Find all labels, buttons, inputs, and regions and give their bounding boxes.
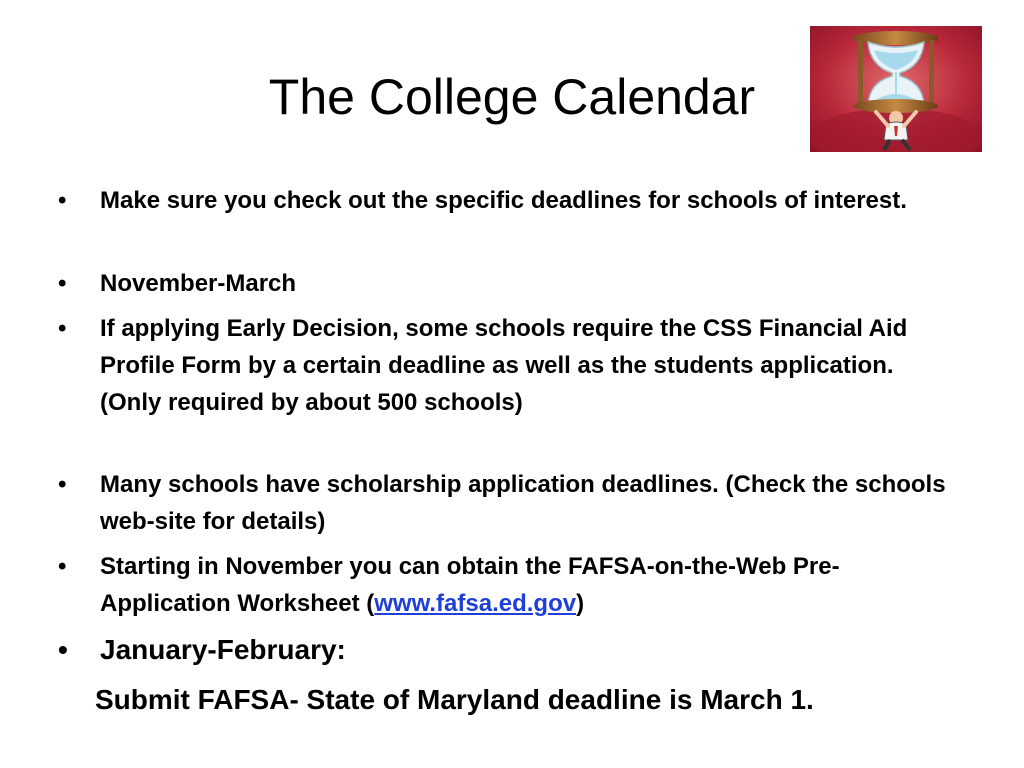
bullet-glyph: •: [58, 553, 67, 580]
bullet-glyph: •: [58, 270, 67, 297]
bullet-text-before: Starting in November you can obtain the FAFSA-on-the-Web Pre-Application Worksheet (: [100, 553, 840, 617]
fafsa-link[interactable]: www.fafsa.ed.gov: [374, 590, 577, 617]
slide-title: The College Calendar: [268, 69, 756, 125]
bullet-glyph: •: [58, 187, 67, 214]
bullet-glyph: •: [58, 471, 67, 498]
closing-line: Submit FAFSA- State of Maryland deadline is March 1.: [95, 684, 814, 715]
bullet-glyph: •: [58, 634, 68, 665]
bullet-text: Many schools have scholarship application deadlines. (Check the schools web-site for details): [100, 471, 946, 535]
bullet-glyph: •: [58, 315, 67, 342]
bullet-text: November-March: [100, 270, 297, 297]
bullet-text: [100, 548, 960, 622]
bullet-text: January-February:: [100, 634, 346, 665]
bullet-text: If applying Early Decision, some schools require the CSS Financial Aid Profile Form by a certain deadline as well as the students application. (Only required by about 500 schools): [100, 315, 908, 416]
bullet-text: Make sure you check out the specific deadlines for schools of interest.: [100, 187, 907, 214]
bullet-text-after: ): [576, 590, 585, 617]
